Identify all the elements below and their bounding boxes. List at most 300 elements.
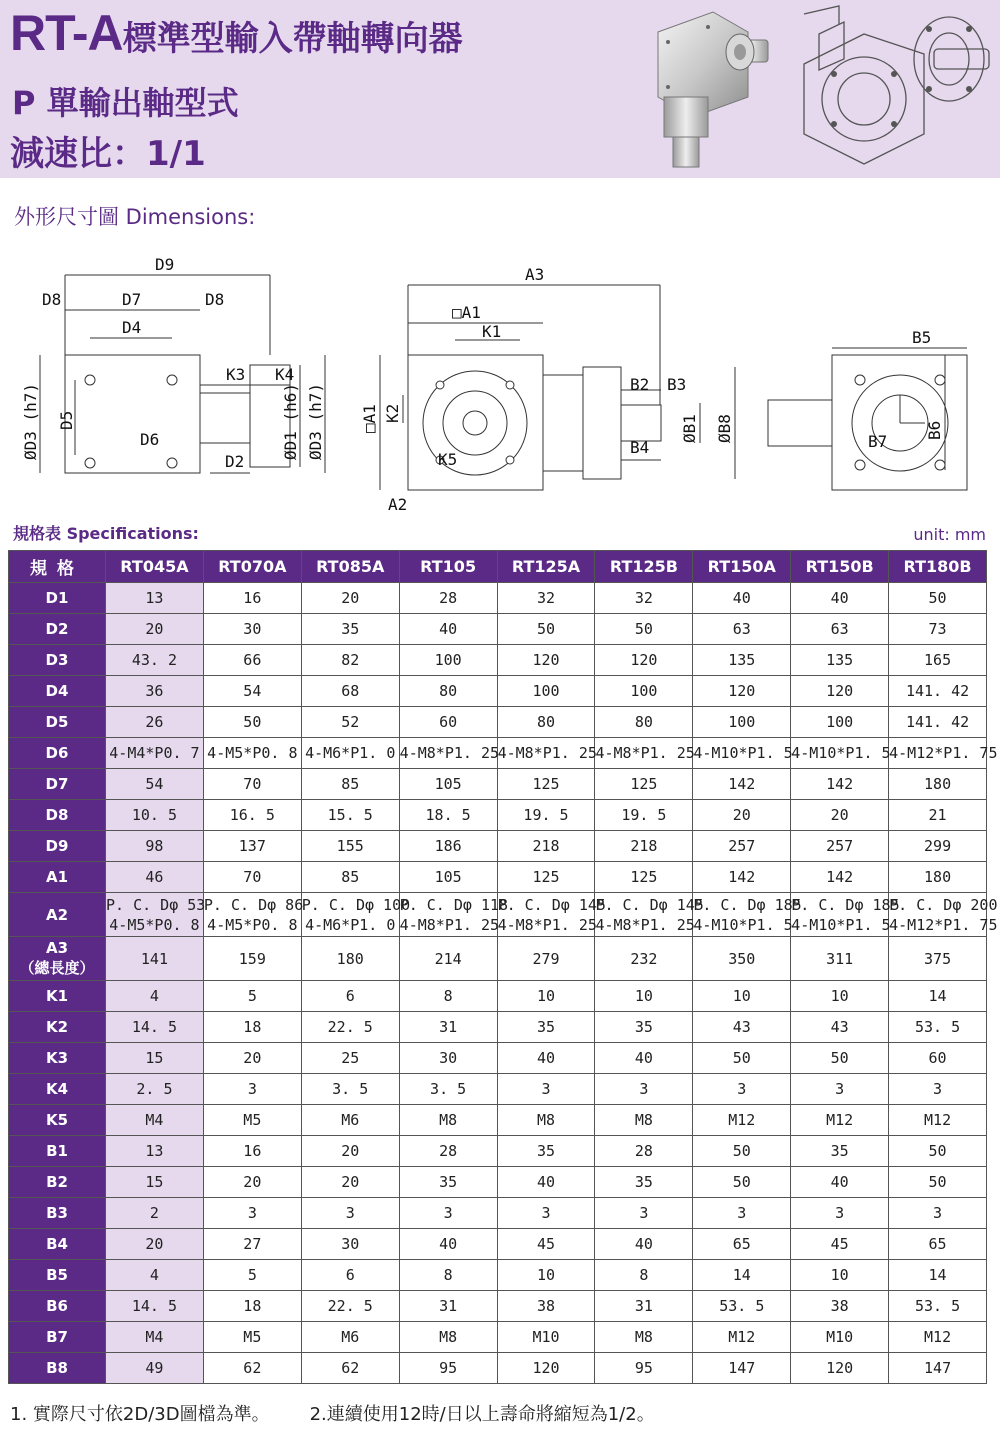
table-cell: 53. 5: [693, 1291, 791, 1322]
table-row: [9, 614, 987, 645]
table-cell: 35: [595, 1012, 693, 1043]
page-title: [10, 4, 463, 62]
label-d2: D2: [225, 452, 245, 471]
table-cell: 22. 5: [301, 1012, 399, 1043]
table-cell: 147: [693, 1353, 791, 1384]
cell-line: 4-M8*P1. 25: [497, 915, 597, 934]
table-cell: 14: [693, 1260, 791, 1291]
label-k5: K5: [438, 450, 458, 469]
table-cell: 50: [889, 1136, 987, 1167]
column-header: RT125A: [497, 551, 595, 583]
table-cell: 3. 5: [399, 1074, 497, 1105]
table-cell: M8: [399, 1105, 497, 1136]
table-cell: M4: [106, 1322, 204, 1353]
table-cell: 16: [203, 1136, 301, 1167]
table-cell: 31: [595, 1291, 693, 1322]
table-cell: 4-M8*P1. 25: [595, 738, 693, 769]
cell-line: P. C. Dφ 145: [497, 895, 606, 914]
table-cell: M12: [791, 1105, 889, 1136]
table-cell: 142: [791, 769, 889, 800]
header-banner: [0, 0, 1000, 178]
table-cell: 142: [791, 862, 889, 893]
row-label: [9, 862, 106, 893]
row-label: [9, 1229, 106, 1260]
label-a3: A3: [525, 265, 545, 284]
table-row: [9, 645, 987, 676]
table-cell: 68: [301, 676, 399, 707]
table-cell: 85: [301, 862, 399, 893]
table-cell: 142: [693, 862, 791, 893]
table-row: [9, 937, 987, 981]
table-cell: 18: [203, 1012, 301, 1043]
table-cell: 3: [791, 1198, 889, 1229]
label-k3: K3: [226, 365, 246, 384]
label-b3: B3: [667, 375, 687, 394]
cell-line: P. C. Dφ 86: [203, 895, 304, 914]
table-cell: 120: [693, 676, 791, 707]
table-cell: 180: [889, 862, 987, 893]
table-cell: 30: [203, 614, 301, 645]
table-cell: 38: [791, 1291, 889, 1322]
table-cell: 100: [399, 645, 497, 676]
table-cell: 100: [791, 707, 889, 738]
table-cell: 50: [693, 1167, 791, 1198]
table-row: [9, 707, 987, 738]
model-name: RT-A: [10, 5, 123, 61]
row-label-text: B8: [46, 1359, 68, 1377]
table-cell: 43: [693, 1012, 791, 1043]
label-d6: D6: [140, 430, 160, 449]
label-d9: D9: [155, 255, 175, 274]
table-cell: 35: [791, 1136, 889, 1167]
table-cell: 50: [497, 614, 595, 645]
cell-line: 4-M5*P0. 8: [207, 915, 298, 934]
table-cell: 98: [106, 831, 204, 862]
table-cell: 26: [106, 707, 204, 738]
table-cell: 4-M10*P1. 5: [693, 738, 791, 769]
table-cell: [203, 893, 304, 937]
table-cell: 10: [693, 981, 791, 1012]
table-cell: 50: [595, 614, 693, 645]
table-cell: 35: [301, 614, 399, 645]
product-subtitle: P 單輸出軸型式: [12, 84, 239, 122]
dimension-drawings: [0, 255, 1000, 517]
cell-line: P. C. Dφ 185: [693, 895, 802, 914]
table-cell: 13: [106, 1136, 204, 1167]
table-cell: 35: [399, 1167, 497, 1198]
row-label-text: D9: [45, 837, 69, 855]
row-label-text: K2: [45, 1018, 69, 1036]
table-cell: 257: [693, 831, 791, 862]
row-label: [9, 893, 106, 937]
label-d3-right: ØD3 (h7): [306, 382, 325, 460]
table-row: [9, 831, 987, 862]
table-row: [9, 1105, 987, 1136]
table-cell: 16: [203, 583, 301, 614]
table-cell: 214: [399, 937, 497, 981]
table-cell: 40: [399, 614, 497, 645]
table-cell: 66: [203, 645, 301, 676]
table-cell: M10: [791, 1322, 889, 1353]
row-label: [9, 707, 106, 738]
table-cell: 50: [791, 1043, 889, 1074]
table-cell: 43: [791, 1012, 889, 1043]
table-cell: 20: [301, 1136, 399, 1167]
row-label-text: K5: [45, 1111, 69, 1129]
column-header: RT150B: [791, 551, 889, 583]
table-cell: 35: [497, 1012, 595, 1043]
label-a1-top: □A1: [452, 303, 481, 322]
table-cell: 6: [301, 981, 399, 1012]
left-view-shaft: [200, 393, 250, 443]
table-cell: 49: [106, 1353, 204, 1384]
table-row: [9, 1198, 987, 1229]
table-cell: 20: [301, 1167, 399, 1198]
cell-line: 4-M8*P1. 25: [399, 915, 500, 934]
table-cell: 14. 5: [106, 1291, 204, 1322]
table-cell: 19. 5: [595, 800, 693, 831]
row-label: [9, 1043, 106, 1074]
reduction-ratio: 減速比：1/1: [10, 134, 206, 174]
table-row: [9, 1012, 987, 1043]
table-cell: 5: [203, 981, 301, 1012]
table-cell: 3: [203, 1074, 301, 1105]
table-cell: [497, 893, 606, 937]
table-row: [9, 676, 987, 707]
table-cell: 40: [791, 583, 889, 614]
label-d3-left: ØD3 (h7): [21, 382, 40, 460]
table-header-row: [9, 551, 987, 583]
cell-line: 4-M8*P1. 25: [595, 915, 695, 934]
table-body: [9, 583, 998, 1384]
table-cell: M6: [301, 1105, 399, 1136]
table-cell: 10: [595, 981, 693, 1012]
table-cell: 20: [106, 614, 204, 645]
row-label: [9, 1198, 106, 1229]
table-cell: 50: [693, 1043, 791, 1074]
label-d5: D5: [57, 410, 76, 430]
table-cell: 120: [791, 1353, 889, 1384]
table-cell: 350: [693, 937, 791, 981]
table-row: [9, 800, 987, 831]
table-cell: 20: [693, 800, 791, 831]
table-row: [9, 769, 987, 800]
table-cell: 105: [399, 769, 497, 800]
label-b4: B4: [630, 438, 650, 457]
row-label-text: B2: [46, 1173, 68, 1191]
row-label: [9, 769, 106, 800]
table-row: [9, 583, 987, 614]
table-cell: 186: [399, 831, 497, 862]
label-b7: B7: [868, 432, 888, 451]
table-cell: 3: [889, 1074, 987, 1105]
table-row: [9, 981, 987, 1012]
table-cell: 22. 5: [301, 1291, 399, 1322]
table-cell: 53. 5: [889, 1291, 987, 1322]
row-label: [9, 800, 106, 831]
table-cell: 14: [889, 1260, 987, 1291]
label-a1-side: □A1: [360, 404, 379, 433]
table-cell: 3. 5: [301, 1074, 399, 1105]
table-cell: 32: [497, 583, 595, 614]
table-cell: M12: [889, 1105, 987, 1136]
table-cell: 27: [203, 1229, 301, 1260]
table-cell: 54: [203, 676, 301, 707]
row-label: [9, 583, 106, 614]
table-cell: 3: [497, 1074, 595, 1105]
specifications-heading: 規格表 Specifications:: [13, 524, 199, 543]
table-cell: 19. 5: [497, 800, 595, 831]
column-header: RT125B: [595, 551, 693, 583]
cell-line: 4-M10*P1. 5: [693, 915, 793, 934]
table-row: [9, 1043, 987, 1074]
table-cell: 50: [693, 1136, 791, 1167]
row-label-text: A3: [45, 939, 69, 957]
table-cell: 8: [595, 1260, 693, 1291]
row-label-text: B1: [46, 1142, 68, 1160]
table-cell: 299: [889, 831, 987, 862]
table-cell: 70: [203, 862, 301, 893]
product-title: 標準型輸入帶軸轉向器: [122, 19, 463, 59]
label-b5: B5: [912, 328, 932, 347]
table-cell: 100: [497, 676, 595, 707]
table-row: [9, 1260, 987, 1291]
row-label-text: A2: [45, 905, 69, 924]
table-cell: 4-M8*P1. 25: [497, 738, 595, 769]
cell-line: 4-M5*P0. 8: [109, 915, 200, 934]
row-label-text: D8: [45, 806, 69, 824]
table-cell: 4-M12*P1. 75: [889, 738, 987, 769]
table-cell: 20: [301, 583, 399, 614]
label-d1: ØD1 (h6): [281, 382, 300, 460]
table-cell: 25: [301, 1043, 399, 1074]
table-cell: 60: [399, 707, 497, 738]
table-cell: 257: [791, 831, 889, 862]
table-cell: 125: [595, 769, 693, 800]
table-cell: M5: [203, 1105, 301, 1136]
table-cell: 165: [889, 645, 987, 676]
row-label: [9, 676, 106, 707]
table-cell: 73: [889, 614, 987, 645]
table-cell: 63: [693, 614, 791, 645]
label-k4: K4: [275, 365, 295, 384]
table-cell: 65: [889, 1229, 987, 1260]
row-label: [9, 1260, 106, 1291]
table-cell: 4-M5*P0. 8: [203, 738, 301, 769]
row-label: [9, 1353, 106, 1384]
table-cell: 31: [399, 1291, 497, 1322]
table-cell: M8: [595, 1105, 693, 1136]
footnote-2: 2.連續使用12時/日以上壽命將縮短為1/2。: [309, 1404, 655, 1425]
row-label-text: D4: [45, 682, 69, 700]
table-cell: 10: [791, 981, 889, 1012]
table-cell: 125: [497, 862, 595, 893]
table-cell: 53. 5: [889, 1012, 987, 1043]
table-cell: 80: [399, 676, 497, 707]
table-cell: [106, 893, 204, 937]
table-cell: 50: [889, 1167, 987, 1198]
table-cell: 62: [203, 1353, 301, 1384]
table-cell: 141: [106, 937, 204, 981]
table-cell: 45: [791, 1229, 889, 1260]
table-cell: 100: [693, 707, 791, 738]
table-cell: 43. 2: [106, 645, 204, 676]
table-cell: M4: [106, 1105, 204, 1136]
table-cell: [791, 893, 900, 937]
table-cell: M12: [889, 1322, 987, 1353]
table-cell: 137: [203, 831, 301, 862]
table-cell: 279: [497, 937, 595, 981]
table-cell: 2: [106, 1198, 204, 1229]
table-cell: 21: [889, 800, 987, 831]
table-row: [9, 738, 987, 769]
column-header: RT070A: [203, 551, 301, 583]
table-cell: 36: [106, 676, 204, 707]
column-header: RT105: [399, 551, 497, 583]
table-row: [9, 1074, 987, 1105]
table-cell: 180: [889, 769, 987, 800]
table-row: [9, 893, 987, 937]
table-cell: [399, 893, 509, 937]
row-label-text: B3: [46, 1204, 68, 1222]
table-cell: 40: [595, 1043, 693, 1074]
table-cell: 30: [301, 1229, 399, 1260]
table-cell: 14. 5: [106, 1012, 204, 1043]
table-cell: [889, 893, 998, 937]
table-cell: 15: [106, 1043, 204, 1074]
table-cell: 20: [106, 1229, 204, 1260]
cell-line: P. C. Dφ 185: [791, 895, 900, 914]
cell-line: P. C. Dφ 145: [595, 895, 704, 914]
table-cell: 159: [203, 937, 301, 981]
table-cell: 10: [497, 981, 595, 1012]
table-cell: 10: [791, 1260, 889, 1291]
table-cell: 4-M6*P1. 0: [301, 738, 399, 769]
row-label-text: B7: [46, 1328, 68, 1346]
table-cell: 38: [497, 1291, 595, 1322]
table-cell: M8: [497, 1105, 595, 1136]
column-header: RT180B: [889, 551, 987, 583]
table-cell: 15. 5: [301, 800, 399, 831]
unit-label: unit: mm: [913, 525, 986, 544]
table-cell: [693, 893, 802, 937]
table-cell: 3: [595, 1198, 693, 1229]
table-cell: 45: [497, 1229, 595, 1260]
table-cell: M5: [203, 1322, 301, 1353]
table-row: [9, 862, 987, 893]
table-cell: 6: [301, 1260, 399, 1291]
cell-line: P. C. Dφ 100: [301, 895, 411, 914]
table-cell: 82: [301, 645, 399, 676]
row-label: [9, 1136, 106, 1167]
row-label-text: K4: [45, 1080, 69, 1098]
label-d8-left: D8: [42, 290, 62, 309]
cell-line: P. C. Dφ 200: [889, 895, 998, 914]
row-label: [9, 981, 106, 1012]
table-cell: 180: [301, 937, 399, 981]
row-label-text: D2: [45, 620, 69, 638]
table-cell: 40: [497, 1167, 595, 1198]
table-cell: 120: [595, 645, 693, 676]
column-header: RT085A: [301, 551, 399, 583]
table-cell: 3: [595, 1074, 693, 1105]
table-cell: 3: [791, 1074, 889, 1105]
table-cell: 3: [889, 1198, 987, 1229]
table-row: [9, 1167, 987, 1198]
table-cell: 15: [106, 1167, 204, 1198]
table-row: [9, 1353, 987, 1384]
table-cell: 141. 42: [889, 707, 987, 738]
table-cell: 120: [497, 1353, 595, 1384]
table-cell: 70: [203, 769, 301, 800]
table-cell: 65: [693, 1229, 791, 1260]
dimensions-heading: 外形尺寸圖 Dimensions:: [14, 205, 256, 229]
table-cell: 80: [595, 707, 693, 738]
table-cell: 40: [399, 1229, 497, 1260]
table-row: [9, 1136, 987, 1167]
table-cell: 18: [203, 1291, 301, 1322]
left-view-body: [65, 355, 200, 473]
table-cell: 10: [497, 1260, 595, 1291]
table-cell: 218: [595, 831, 693, 862]
table-cell: 28: [399, 583, 497, 614]
row-label-subtext: （總長度）: [19, 959, 95, 977]
table-cell: 10. 5: [106, 800, 204, 831]
table-cell: M8: [399, 1322, 497, 1353]
footnote-1: 1. 實際尺寸依2D/3D圖檔為準。: [10, 1404, 270, 1425]
table-cell: M12: [693, 1105, 791, 1136]
table-cell: 16. 5: [203, 800, 301, 831]
cell-line: 4-M6*P1. 0: [305, 915, 396, 934]
row-label: [9, 738, 106, 769]
table-cell: 20: [203, 1043, 301, 1074]
table-cell: 105: [399, 862, 497, 893]
table-cell: 62: [301, 1353, 399, 1384]
row-label: [9, 645, 106, 676]
row-label-text: D6: [45, 744, 69, 762]
row-label: [9, 1074, 106, 1105]
row-label-text: D5: [45, 713, 69, 731]
table-cell: 95: [399, 1353, 497, 1384]
table-cell: 4-M10*P1. 5: [791, 738, 889, 769]
table-cell: 8: [399, 981, 497, 1012]
table-cell: 40: [791, 1167, 889, 1198]
table-cell: 135: [693, 645, 791, 676]
table-cell: 46: [106, 862, 204, 893]
table-cell: 5: [203, 1260, 301, 1291]
cell-line: 4-M10*P1. 5: [791, 915, 891, 934]
table-cell: M10: [497, 1322, 595, 1353]
table-cell: M8: [595, 1322, 693, 1353]
table-cell: 120: [791, 676, 889, 707]
column-header: RT150A: [693, 551, 791, 583]
table-cell: M6: [301, 1322, 399, 1353]
table-cell: 4-M8*P1. 25: [399, 738, 497, 769]
row-label: [9, 1167, 106, 1198]
row-label-text: K1: [45, 987, 69, 1005]
label-d7: D7: [122, 290, 142, 309]
table-cell: 13: [106, 583, 204, 614]
row-label-text: D7: [45, 775, 69, 793]
table-cell: 3: [203, 1198, 301, 1229]
table-cell: 35: [497, 1136, 595, 1167]
table-cell: 20: [791, 800, 889, 831]
table-cell: 52: [301, 707, 399, 738]
table-cell: 120: [497, 645, 595, 676]
table-cell: 32: [595, 583, 693, 614]
table-cell: 4: [106, 981, 204, 1012]
footnotes: [10, 1400, 655, 1426]
